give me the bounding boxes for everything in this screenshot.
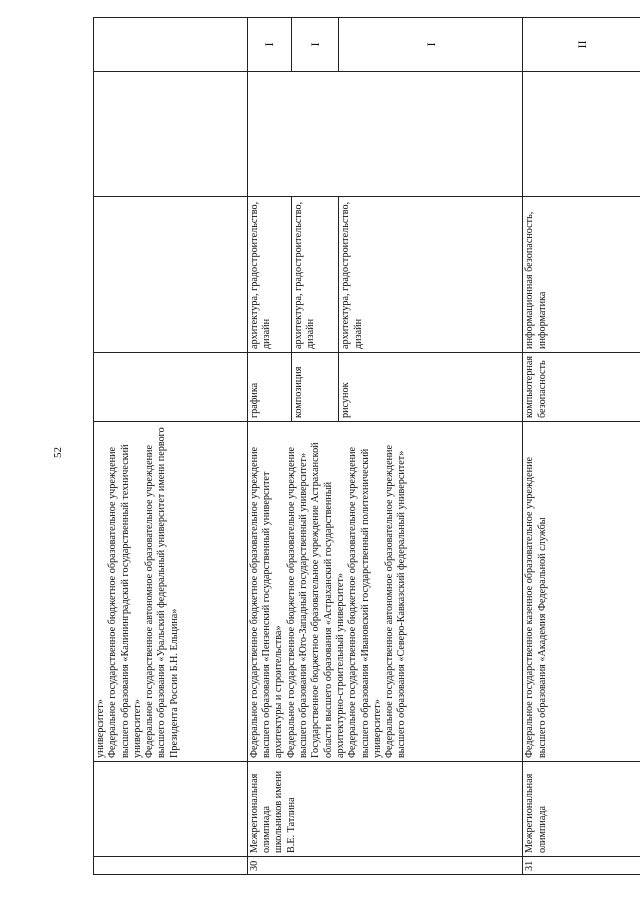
table-row xyxy=(94,18,248,875)
direction-cell: архитектура, градостроительство, дизайн xyxy=(292,197,339,353)
organizer-text: Федеральное государственное бюджетное образовательное учреждение высшего образования «Юго-Западный государственный университет» xyxy=(285,446,310,758)
subject-cell: рисунок xyxy=(339,353,523,422)
level-cell: I xyxy=(339,18,523,72)
direction-cell: архитектура, градостроительство, дизайн xyxy=(339,197,523,353)
organizer-text: Федеральное государственное автономное образовательное учреждение высшего образования «Уральский федеральный университет имени первого Президента России Б.Н. Ельцина» xyxy=(144,427,180,758)
subject-cell: компьютерная безопасность xyxy=(523,353,640,422)
subject-cell: композиция xyxy=(292,353,339,422)
table-row xyxy=(247,18,291,875)
subject-cell xyxy=(94,353,248,422)
table-row xyxy=(523,18,640,875)
row-number xyxy=(94,857,248,875)
level-cell xyxy=(94,18,248,72)
row-number: 31 xyxy=(523,857,640,875)
level-cell: I xyxy=(292,18,339,72)
olympiad-table xyxy=(93,17,640,875)
rotated-page xyxy=(93,18,640,875)
organizer-text: Федеральное государственное автономное образовательное учреждение высшего образования «Северо-Кавказский федеральный университет» xyxy=(384,444,408,758)
organizer-text: Федеральное государственное казенное образовательное учреждение высшего образования «Академия Федеральной службы xyxy=(524,456,548,758)
organizers-cell xyxy=(523,422,640,762)
page-number: 52 xyxy=(52,447,64,458)
organizer-text: Федеральное государственное бюджетное образовательное учреждение высшего образования «Пензенский государственный университет архитектуры и строительства» xyxy=(248,446,285,758)
level-cell: I xyxy=(247,18,291,72)
olympiad-name xyxy=(94,762,248,857)
organizer-text: Федеральное государственное бюджетное образовательное учреждение высшего образования «Калининградский государственный технический университет» xyxy=(107,444,143,758)
direction-cell: информационная безопасность, информатика xyxy=(523,197,640,353)
level-cell: II xyxy=(523,18,640,72)
direction-cell xyxy=(94,197,248,353)
empty-cell xyxy=(94,72,248,197)
empty-cell xyxy=(247,72,522,197)
subject-cell: графика xyxy=(247,353,291,422)
organizer-text: университет» xyxy=(95,699,106,758)
olympiad-name: Межрегиональная олимпиада xyxy=(523,762,640,857)
olympiad-name: Межрегиональная олимпиада школьников имени В.Е. Татлина xyxy=(247,762,522,857)
organizers-cell xyxy=(94,422,248,762)
direction-cell: архитектура, градостроительство, дизайн xyxy=(247,197,291,353)
row-number: 30 xyxy=(247,857,522,875)
organizer-text: Государственное бюджетное образовательное учреждение Астраханской области высшего образования «Астраханский государственный архитектурно-строительный университет» xyxy=(310,442,346,758)
organizer-text: Федеральное государственное бюджетное образовательное учреждение высшего образования «Ивановский государственный политехнический университет» xyxy=(347,446,383,758)
empty-cell xyxy=(523,72,640,197)
organizers-cell xyxy=(247,422,522,762)
